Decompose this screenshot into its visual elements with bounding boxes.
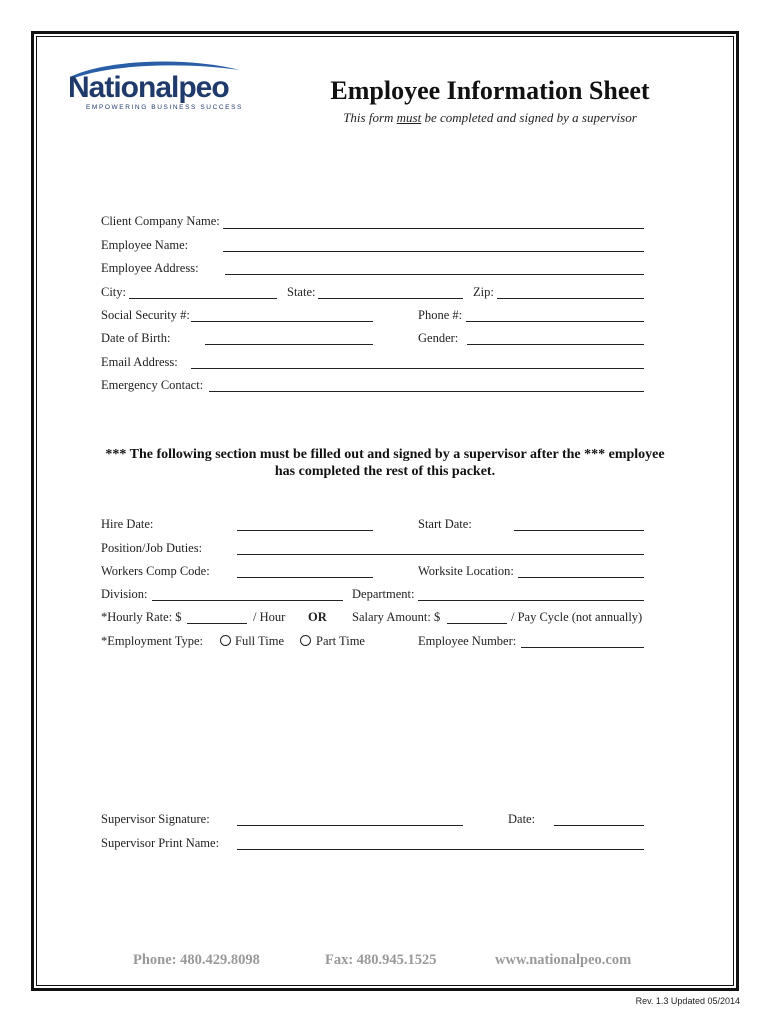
- state-label: State:: [287, 285, 316, 299]
- dob-field[interactable]: [205, 344, 373, 345]
- client-company-name-label: Client Company Name:: [101, 214, 220, 228]
- employee-number-label: Employee Number:: [418, 634, 517, 648]
- pay-cycle-label: / Pay Cycle (not annually): [511, 610, 643, 624]
- department-field[interactable]: [418, 600, 644, 601]
- logo-tagline: EMPOWERING BUSINESS SUCCESS: [86, 104, 243, 111]
- employee-name-field[interactable]: [223, 251, 644, 252]
- supervisor-print-name-field[interactable]: [237, 849, 644, 850]
- supervisor-print-name-label: Supervisor Print Name:: [101, 836, 220, 850]
- position-field[interactable]: [237, 554, 644, 555]
- email-label: Email Address:: [101, 355, 178, 369]
- hourly-rate-field[interactable]: [187, 623, 247, 624]
- workers-comp-label: Workers Comp Code:: [101, 564, 210, 578]
- supervisor-signature-field[interactable]: [237, 825, 463, 826]
- state-field[interactable]: [318, 298, 463, 299]
- division-label: Division:: [101, 587, 148, 601]
- page-title: Employee Information Sheet: [330, 76, 650, 105]
- email-field[interactable]: [191, 368, 644, 369]
- employee-number-field[interactable]: [521, 647, 644, 648]
- salary-amount-label: Salary Amount: $: [352, 610, 441, 624]
- gender-label: Gender:: [418, 331, 459, 345]
- hire-date-field[interactable]: [237, 530, 373, 531]
- footer-website[interactable]: www.nationalpeo.com: [495, 952, 632, 968]
- worksite-field[interactable]: [518, 577, 644, 578]
- supervisor-notice: *** The following section must be filled out and signed by a supervisor after the *** employee has completed the rest of this packet.: [105, 447, 665, 479]
- city-field[interactable]: [129, 298, 277, 299]
- zip-label: Zip:: [473, 285, 494, 299]
- emergency-contact-field[interactable]: [209, 391, 644, 392]
- start-date-field[interactable]: [514, 530, 644, 531]
- emergency-contact-label: Emergency Contact:: [101, 378, 204, 392]
- company-logo: [64, 58, 244, 118]
- phone-field[interactable]: [466, 321, 644, 322]
- supervisor-signature-label: Supervisor Signature:: [101, 812, 210, 826]
- hourly-rate-label: *Hourly Rate: $: [101, 610, 182, 624]
- client-company-name-field[interactable]: [223, 228, 644, 229]
- signature-date-label: Date:: [508, 812, 536, 826]
- full-time-label: Full Time: [235, 634, 284, 648]
- department-label: Department:: [352, 587, 415, 601]
- logo-wordmark: Nationalpeo: [68, 71, 229, 104]
- part-time-label: Part Time: [316, 634, 365, 648]
- full-time-radio[interactable]: [220, 635, 231, 646]
- phone-label: Phone #:: [418, 308, 463, 322]
- footer-fax: Fax: 480.945.1525: [325, 952, 437, 968]
- ssn-label: Social Security #:: [101, 308, 190, 322]
- position-label: Position/Job Duties:: [101, 541, 203, 555]
- zip-field[interactable]: [497, 298, 644, 299]
- or-label: OR: [308, 610, 327, 624]
- revision-note: Rev. 1.3 Updated 05/2014: [635, 996, 740, 1006]
- ssn-field[interactable]: [191, 321, 373, 322]
- city-label: City:: [101, 285, 127, 299]
- employee-address-label: Employee Address:: [101, 261, 199, 275]
- workers-comp-field[interactable]: [237, 577, 373, 578]
- dob-label: Date of Birth:: [101, 331, 171, 345]
- employee-name-label: Employee Name:: [101, 238, 189, 252]
- employment-type-label: *Employment Type:: [101, 634, 204, 648]
- employee-address-field[interactable]: [225, 274, 644, 275]
- division-field[interactable]: [152, 600, 343, 601]
- footer-phone: Phone: 480.429.8098: [133, 952, 260, 968]
- per-hour-label: / Hour: [253, 610, 286, 624]
- worksite-label: Worksite Location:: [418, 564, 514, 578]
- start-date-label: Start Date:: [418, 517, 472, 531]
- salary-amount-field[interactable]: [447, 623, 507, 624]
- gender-field[interactable]: [467, 344, 644, 345]
- hire-date-label: Hire Date:: [101, 517, 154, 531]
- signature-date-field[interactable]: [554, 825, 644, 826]
- part-time-radio[interactable]: [300, 635, 311, 646]
- page-subtitle: This form must be completed and signed by a supervisor: [343, 110, 637, 125]
